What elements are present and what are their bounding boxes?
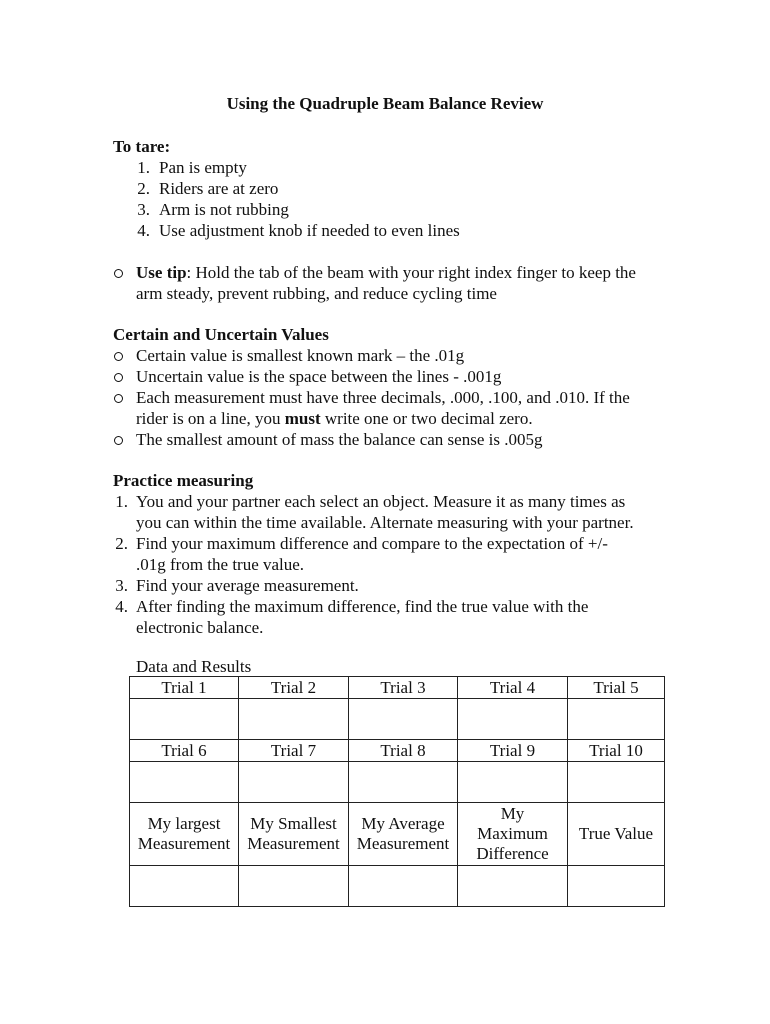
largest-label-line-2: Measurement (137, 834, 231, 853)
trial-1-header: Trial 1 (130, 677, 239, 699)
summary-header-row (130, 803, 665, 866)
tare-item-1-text: Pan is empty (159, 158, 247, 177)
trial-6-header: Trial 6 (130, 740, 239, 762)
practice-item-2-line-1: Find your maximum difference and compare to the expectation of +/- (136, 534, 608, 553)
average-measurement-header (349, 803, 458, 866)
smallest-label-line-2: Measurement (247, 834, 340, 853)
practice-item-3-line-1: Find your average measurement. (136, 576, 359, 595)
tare-item-3-number: 3. (137, 200, 150, 219)
values-bullet-3-line-2 (136, 408, 533, 429)
practice-item-2-number: 2. (115, 534, 128, 553)
trial-9-header: Trial 9 (458, 740, 568, 762)
values-bullet-2-icon (113, 366, 125, 387)
max-diff-label-line-1: My (500, 804, 525, 823)
max-diff-label-line-2: Maximum (477, 824, 548, 843)
practice-item-1-line-1: You and your partner each select an object. Measure it as many times as (136, 492, 626, 511)
trial-header-row-2 (130, 740, 665, 762)
tip-line-2: arm steady, prevent rubbing, and reduce cycling time (136, 284, 497, 303)
values-bullet-3-post: write one or two decimal zero. (320, 409, 533, 428)
practice-item-1-number: 1. (115, 492, 128, 511)
page-title: Using the Quadruple Beam Balance Review (226, 94, 544, 113)
trial-1-cell[interactable] (130, 699, 239, 740)
trial-2-header: Trial 2 (239, 677, 349, 699)
trial-8-header: Trial 8 (349, 740, 458, 762)
practice-item-2-line-2: .01g from the true value. (136, 555, 305, 574)
values-bullet-3-icon (113, 387, 125, 408)
tip-label: Use tip (136, 263, 187, 282)
tare-item-4-number: 4. (137, 221, 150, 240)
results-table (129, 676, 665, 907)
maximum-difference-header (458, 803, 568, 866)
results-caption: Data and Results (136, 657, 252, 676)
trial-3-header: Trial 3 (349, 677, 458, 699)
trial-6-cell[interactable] (130, 762, 239, 803)
trial-entry-row-1 (130, 699, 665, 740)
practice-item-4-line-2: electronic balance. (136, 618, 264, 637)
trial-2-cell[interactable] (239, 699, 349, 740)
values-bullet-1-text: Certain value is smallest known mark – the .01g (136, 346, 465, 365)
largest-measurement-header (130, 803, 239, 866)
smallest-label-line-1: My Smallest (250, 814, 337, 833)
trial-10-cell[interactable] (568, 762, 665, 803)
maximum-difference-cell[interactable] (458, 866, 568, 907)
values-bullet-3-emphasis: must (284, 409, 321, 428)
tip-bullet-icon (113, 262, 125, 283)
trial-5-cell[interactable] (568, 699, 665, 740)
trial-4-header: Trial 4 (458, 677, 568, 699)
tare-item-3-text: Arm is not rubbing (159, 200, 289, 219)
tare-item-4-text: Use adjustment knob if needed to even lines (159, 221, 460, 240)
trial-4-cell[interactable] (458, 699, 568, 740)
true-value-header: True Value (568, 803, 665, 866)
tare-item-2-number: 2. (137, 179, 150, 198)
max-diff-label-line-3: Difference (476, 844, 549, 863)
practice-item-1-line-2: you can within the time available. Alternate measuring with your partner. (136, 513, 634, 532)
trial-8-cell[interactable] (349, 762, 458, 803)
values-bullet-3-line-1: Each measurement must have three decimals, .000, .100, and .010. If the (136, 388, 630, 407)
practice-item-3-number: 3. (115, 576, 128, 595)
trial-10-header: Trial 10 (568, 740, 665, 762)
practice-item-4-number: 4. (115, 597, 128, 616)
average-measurement-cell[interactable] (349, 866, 458, 907)
true-value-cell[interactable] (568, 866, 665, 907)
summary-entry-row (130, 866, 665, 907)
tare-item-2-text: Riders are at zero (159, 179, 279, 198)
trial-5-header: Trial 5 (568, 677, 665, 699)
values-bullet-1-icon (113, 345, 125, 366)
values-bullet-3-pre: rider is on a line, you (136, 409, 285, 428)
trial-9-cell[interactable] (458, 762, 568, 803)
tare-item-1-number: 1. (137, 158, 150, 177)
practice-heading: Practice measuring (113, 471, 254, 490)
practice-item-4-line-1: After finding the maximum difference, find the true value with the (136, 597, 589, 616)
values-heading: Certain and Uncertain Values (113, 325, 329, 344)
trial-7-cell[interactable] (239, 762, 349, 803)
smallest-measurement-header (239, 803, 349, 866)
largest-measurement-cell[interactable] (130, 866, 239, 907)
tip-line-1 (136, 262, 636, 283)
values-bullet-2-text: Uncertain value is the space between the lines - .001g (136, 367, 502, 386)
trial-3-cell[interactable] (349, 699, 458, 740)
trial-7-header: Trial 7 (239, 740, 349, 762)
average-label-line-2: Measurement (356, 834, 450, 853)
tip-text: : Hold the tab of the beam with your right index finger to keep the (186, 263, 636, 282)
values-bullet-4-icon (113, 429, 125, 450)
trial-entry-row-2 (130, 762, 665, 803)
tare-heading: To tare: (113, 137, 171, 156)
trial-header-row-1 (130, 677, 665, 699)
smallest-measurement-cell[interactable] (239, 866, 349, 907)
values-bullet-4-text: The smallest amount of mass the balance can sense is .005g (136, 430, 543, 449)
average-label-line-1: My Average (361, 814, 445, 833)
largest-label-line-1: My largest (147, 814, 221, 833)
